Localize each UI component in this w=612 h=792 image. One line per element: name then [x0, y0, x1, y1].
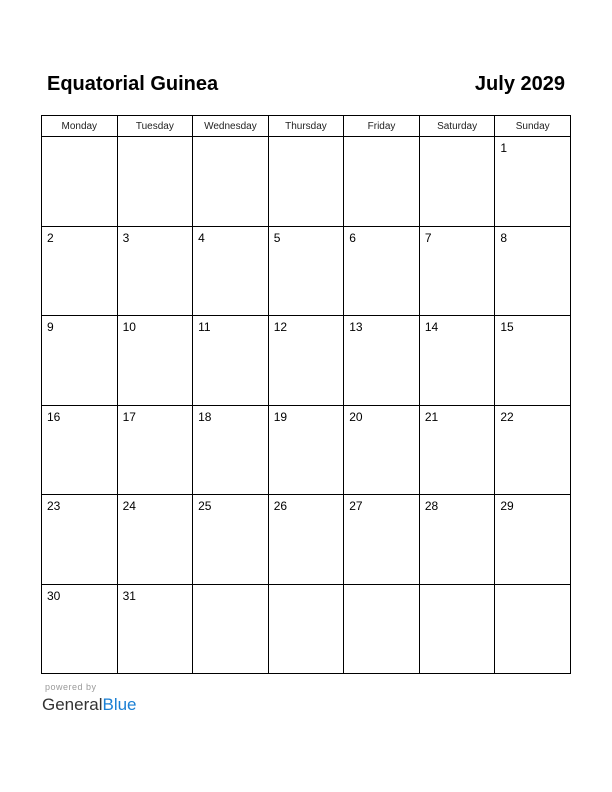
- day-number: [420, 137, 495, 141]
- day-cell: [193, 137, 269, 227]
- week-row: [42, 137, 571, 227]
- day-cell: [344, 405, 420, 495]
- day-cell: [117, 495, 193, 585]
- day-cell: [344, 316, 420, 406]
- day-number: 7: [424, 230, 432, 245]
- day-number: 8: [500, 230, 508, 245]
- weekday-header: Monday: [42, 116, 118, 137]
- day-cell: [495, 495, 571, 585]
- day-number: 21: [424, 409, 439, 424]
- weekday-header: Sunday: [495, 116, 571, 137]
- day-cell: [495, 584, 571, 674]
- country-title: Equatorial Guinea: [47, 73, 219, 95]
- day-number: 31: [122, 588, 136, 603]
- weekday-header: Wednesday: [193, 116, 269, 137]
- day-cell: [42, 137, 118, 227]
- day-cell: [42, 226, 118, 316]
- day-number: 11: [198, 320, 211, 334]
- day-number: 3: [122, 230, 130, 245]
- calendar-grid: [41, 115, 571, 674]
- week-row: [42, 226, 571, 316]
- day-cell: [117, 137, 193, 227]
- day-number: 14: [424, 320, 439, 334]
- day-number: 9: [47, 320, 54, 334]
- day-number: [193, 137, 268, 141]
- day-number: 24: [122, 499, 136, 513]
- day-number: 15: [500, 320, 514, 334]
- brand-name-blue: Blue: [102, 695, 137, 714]
- day-number: 10: [122, 320, 136, 334]
- day-number: 2: [47, 230, 54, 245]
- day-number: 28: [424, 499, 439, 513]
- day-number: 23: [47, 499, 61, 513]
- generalblue-logo[interactable]: [42, 682, 137, 716]
- day-cell: [42, 495, 118, 585]
- day-cell: [495, 226, 571, 316]
- day-number: 30: [47, 588, 61, 603]
- day-cell: [193, 584, 269, 674]
- day-cell: [268, 316, 344, 406]
- day-cell: [344, 584, 420, 674]
- weekday-header: Tuesday: [117, 116, 193, 137]
- day-cell: [193, 226, 269, 316]
- week-row: [42, 584, 571, 674]
- day-cell: [42, 405, 118, 495]
- day-cell: [495, 316, 571, 406]
- day-cell: [419, 584, 495, 674]
- day-number: 13: [349, 320, 363, 334]
- day-number: [42, 137, 117, 141]
- day-number: [495, 585, 570, 589]
- brand-name-general: General: [42, 695, 103, 714]
- day-number: 17: [122, 409, 136, 424]
- day-number: 5: [273, 230, 281, 245]
- day-cell: [117, 226, 193, 316]
- day-cell: [344, 495, 420, 585]
- day-number: [118, 137, 193, 141]
- day-cell: [419, 495, 495, 585]
- day-cell: [268, 137, 344, 227]
- day-number: [344, 585, 419, 589]
- day-cell: [42, 316, 118, 406]
- day-number: 29: [500, 499, 514, 513]
- day-cell: [268, 226, 344, 316]
- day-number: 4: [198, 230, 205, 245]
- day-cell: [268, 405, 344, 495]
- day-cell: [117, 584, 193, 674]
- day-number: [269, 585, 344, 589]
- day-cell: [344, 137, 420, 227]
- day-number: 6: [349, 230, 356, 245]
- week-row: [42, 495, 571, 585]
- week-row: [42, 405, 571, 495]
- brand-name: [42, 694, 137, 716]
- day-number: [420, 585, 495, 589]
- day-cell: [344, 226, 420, 316]
- week-row: [42, 316, 571, 406]
- day-cell: [419, 316, 495, 406]
- day-number: [193, 585, 268, 589]
- weekday-header: Saturday: [419, 116, 495, 137]
- day-number: 20: [349, 409, 363, 424]
- day-number: [269, 137, 344, 141]
- day-cell: [268, 495, 344, 585]
- day-cell: [193, 316, 269, 406]
- weekday-header: Friday: [344, 116, 420, 137]
- day-cell: [117, 405, 193, 495]
- weekday-header: Thursday: [268, 116, 344, 137]
- day-cell: [42, 584, 118, 674]
- day-number: 18: [198, 409, 212, 424]
- day-cell: [268, 584, 344, 674]
- day-cell: [419, 137, 495, 227]
- day-number: 12: [273, 320, 288, 334]
- day-cell: [193, 405, 269, 495]
- day-cell: [495, 405, 571, 495]
- day-number: 1: [500, 141, 508, 155]
- day-number: 25: [198, 499, 212, 513]
- month-year-title: July 2029: [474, 73, 565, 95]
- day-number: 19: [273, 409, 288, 424]
- powered-by-text: powered by: [45, 682, 97, 692]
- day-number: 27: [349, 499, 363, 513]
- day-cell: [117, 316, 193, 406]
- day-cell: [419, 226, 495, 316]
- day-cell: [495, 137, 571, 227]
- day-number: 16: [47, 409, 61, 424]
- day-cell: [419, 405, 495, 495]
- day-cell: [193, 495, 269, 585]
- weekday-header-row: [42, 116, 571, 137]
- day-number: 26: [273, 499, 288, 513]
- day-number: [344, 137, 419, 141]
- day-number: 22: [500, 409, 514, 424]
